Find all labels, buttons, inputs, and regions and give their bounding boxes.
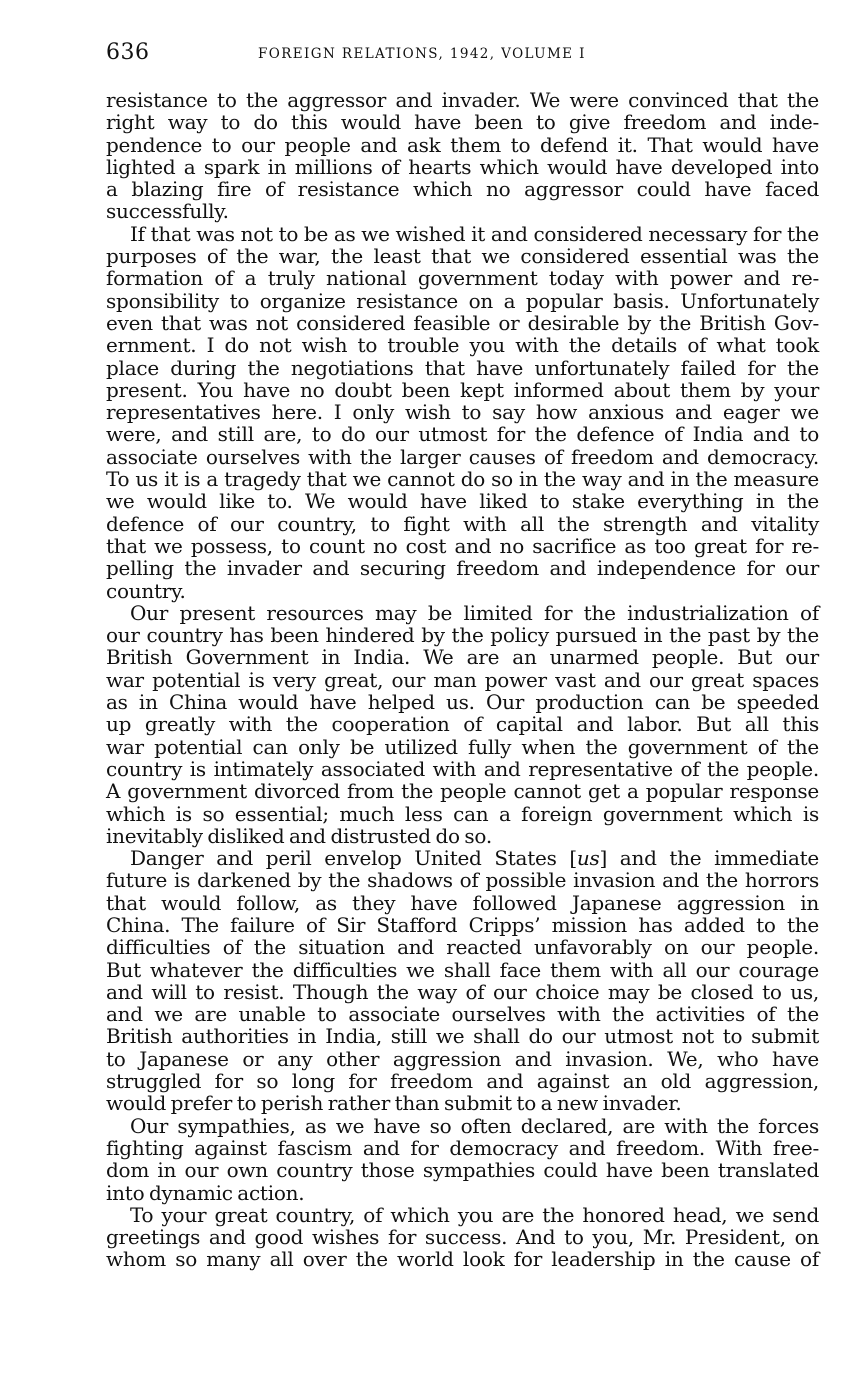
- text-line: pelling the invader and securing freedom and independence for our: [106, 556, 819, 581]
- text-line: and we are unable to associate ourselves with the activities of the: [106, 1002, 819, 1027]
- text-line: that we possess, to count no cost and no sacrifice as too great for re-: [106, 533, 819, 558]
- text-line: up greatly with the cooperation of capital and labor. But all this: [106, 712, 819, 737]
- paragraph: [106, 602, 819, 847]
- paragraph: [106, 89, 819, 223]
- body-text: [106, 89, 819, 1271]
- text-line: country.: [106, 578, 186, 603]
- text-line: But whatever the difficulties we shall face them with all our courage: [106, 957, 819, 982]
- text-line: as in China would have helped us. Our production can be speeded: [106, 690, 819, 715]
- text-line: To us it is a tragedy that we cannot do so in the way and in the measure: [106, 467, 819, 492]
- text-line: resistance to the aggressor and invader. We were convinced that the: [106, 88, 819, 112]
- document-page: [106, 40, 819, 1271]
- running-header: [106, 40, 819, 76]
- text-line: [106, 847, 819, 869]
- text-line: country is intimately associated with and representative of the people.: [106, 756, 819, 781]
- text-line: would prefer to perish rather than submit to a new invader.: [106, 1091, 682, 1116]
- paragraph: [106, 223, 819, 602]
- text-line: difficulties of the situation and reacted unfavorably on our people.: [106, 935, 819, 960]
- text-line: fighting against fascism and for democracy and freedom. With free-: [106, 1135, 819, 1160]
- text-line: representatives here. I only wish to say how anxious and eager we: [106, 400, 819, 425]
- text-line: To your great country, of which you are the honored head, we send: [130, 1202, 819, 1227]
- text-line: sponsibility to organize resistance on a popular basis. Unfortunately: [106, 288, 819, 313]
- text-line: struggled for so long for freedom and against an old aggression,: [106, 1069, 819, 1094]
- text-line: right way to do this would have been to give freedom and inde-: [106, 110, 819, 135]
- text-line: Our present resources may be limited for the industrialization of: [130, 600, 819, 625]
- text-line: into dynamic action.: [106, 1180, 305, 1205]
- text-line: If that was not to be as we wished it and considered necessary for the: [130, 221, 819, 246]
- text-line: A government divorced from the people cannot get a popular response: [106, 779, 819, 804]
- text-line: Our sympathies, as we have so often declared, are with the forces: [130, 1113, 819, 1138]
- text-line: to Japanese or any other aggression and invasion. We, who have: [106, 1046, 819, 1071]
- text-line: ernment. I do not wish to trouble you with the details of what took: [106, 333, 819, 358]
- text-line: inevitably disliked and distrusted do so.: [106, 823, 492, 848]
- text-line: associate ourselves with the larger causes of freedom and democracy.: [106, 444, 819, 469]
- running-header-title: FOREIGN RELATIONS, 1942, VOLUME I: [258, 46, 586, 62]
- text-line: that would follow, as they have followed Japanese aggression in: [106, 890, 819, 915]
- text-line: place during the negotiations that have unfortunately failed for the: [106, 355, 819, 380]
- page-number: 636: [106, 40, 150, 65]
- italic-text: us: [576, 846, 600, 871]
- text-line: even that was not considered feasible or desirable by the British Gov-: [106, 310, 819, 335]
- text-line: greetings and good wishes for success. And to you, Mr. President, on: [106, 1225, 819, 1250]
- text-line: which is so essential; much less can a foreign government which is: [106, 801, 819, 826]
- text-line: a blazing fire of resistance which no aggressor could have faced: [106, 177, 819, 202]
- text-line: successfully.: [106, 199, 229, 224]
- text-line: formation of a truly national government today with power and re-: [106, 266, 819, 291]
- text-line: war potential can only be utilized fully when the government of the: [106, 734, 819, 759]
- text-line: pendence to our people and ask them to defend it. That would have: [106, 132, 819, 157]
- text-line: future is darkened by the shadows of possible invasion and the horrors: [106, 868, 819, 893]
- text-line: present. You have no doubt been kept informed about them by your: [106, 377, 819, 402]
- text-line: purposes of the war, the least that we considered essential was the: [106, 244, 819, 269]
- text-line: our country has been hindered by the policy pursued in the past by the: [106, 623, 819, 648]
- text-line: and will to resist. Though the way of our choice may be closed to us,: [106, 979, 819, 1004]
- text-line: were, and still are, to do our utmost for the defence of India and to: [106, 422, 819, 447]
- text-segment: ] and the immediate: [599, 846, 819, 871]
- text-line: dom in our own country those sympathies could have been translated: [106, 1158, 819, 1183]
- text-line: lighted a spark in millions of hearts which would have developed into: [106, 154, 819, 179]
- text-segment: Danger and peril envelop United States [: [130, 846, 577, 871]
- text-line: British Government in India. We are an unarmed people. But our: [106, 645, 819, 670]
- paragraph: [106, 1204, 819, 1271]
- paragraph: [106, 847, 819, 1115]
- text-line: we would like to. We would have liked to stake everything in the: [106, 489, 819, 514]
- text-line: British authorities in India, still we shall do our utmost not to submit: [106, 1024, 819, 1049]
- text-line: war potential is very great, our man power vast and our great spaces: [106, 667, 819, 692]
- paragraph: [106, 1115, 819, 1204]
- text-line: defence of our country, to fight with all the strength and vitality: [106, 511, 819, 536]
- text-line: China. The failure of Sir Stafford Cripps’ mission has added to the: [106, 912, 819, 937]
- text-line: whom so many all over the world look for leadership in the cause of: [106, 1247, 819, 1272]
